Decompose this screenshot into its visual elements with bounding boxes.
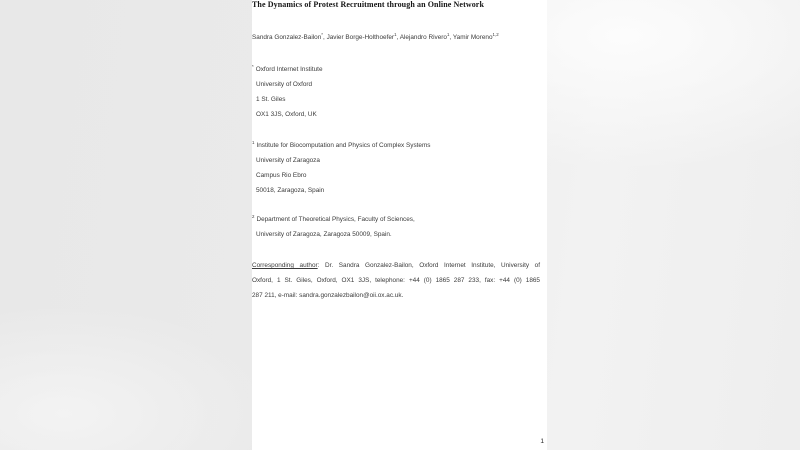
affiliation-line: University of Oxford bbox=[256, 81, 313, 88]
affiliation-oxford bbox=[252, 62, 540, 122]
affiliation-line: University of Zaragoza, Zaragoza 50009, Spain. bbox=[256, 231, 392, 238]
author: Yamir Moreno$^{1,2}$ bbox=[452, 32, 499, 41]
author: Javier Borge-Holthoefer$^1$, bbox=[326, 32, 400, 41]
corresponding-line: Oxford, 1 St. Giles, Oxford, OX1 3JS, telephone: +44 (0) 1865 287 233, fax: +44 (0) 1865 bbox=[252, 277, 540, 284]
author-line bbox=[252, 30, 540, 45]
affiliation-line: OX1 3JS, Oxford, UK bbox=[256, 111, 317, 118]
affiliation-line: $^2$ Department of Theoretical Physics, Faculty of Sciences, bbox=[252, 214, 415, 223]
corresponding-line: Corresponding author: Dr. Sandra Gonzalez-Bailon, Oxford Internet Institute, University of bbox=[252, 262, 540, 269]
affiliation-line: * Oxford Internet Institute bbox=[252, 64, 323, 73]
affiliation-marker: 2 bbox=[252, 214, 255, 219]
author-affiliation-superscript: 1 bbox=[394, 32, 397, 37]
author: Alejandro Rivero$^1$, bbox=[399, 32, 453, 41]
affiliation-bifi bbox=[252, 138, 540, 198]
paper-title: The Dynamics of Protest Recruitment through an Online Network bbox=[252, 0, 485, 9]
corresponding-author-label: Corresponding author bbox=[252, 262, 318, 269]
affiliation-theoretical-physics bbox=[252, 212, 540, 242]
affiliation-line: 1 St. Giles bbox=[256, 96, 286, 103]
affiliation-line: 50018, Zaragoza, Spain bbox=[256, 187, 325, 194]
document-page bbox=[252, 0, 547, 450]
author-affiliation-superscript: * bbox=[321, 32, 323, 37]
author-affiliation-superscript: 1,2 bbox=[492, 32, 499, 37]
affiliation-line: $^1$ Institute for Biocomputation and Physics of Complex Systems bbox=[252, 140, 431, 149]
affiliation-line: Campus Rio Ebro bbox=[256, 172, 307, 179]
affiliation-marker: 1 bbox=[252, 140, 255, 145]
corresponding-line: 287 211, e-mail: sandra.gonzalezbailon@oii.ox.ac.uk. bbox=[252, 292, 404, 299]
affiliation-marker: * bbox=[252, 64, 254, 69]
page-number: 1 bbox=[540, 438, 544, 445]
author: Sandra Gonzalez-Bailon*, bbox=[252, 32, 327, 41]
corresponding-author-paragraph bbox=[252, 258, 540, 303]
author-affiliation-superscript: 1 bbox=[446, 32, 450, 37]
affiliation-line: University of Zaragoza bbox=[256, 157, 320, 164]
